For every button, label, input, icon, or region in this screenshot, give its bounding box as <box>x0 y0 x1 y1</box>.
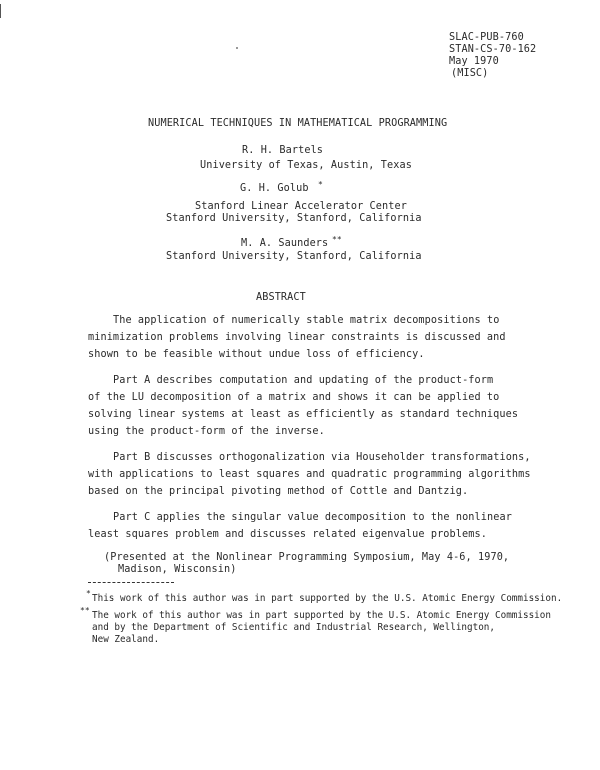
presented-note: (Presented at the Nonlinear Programming Symposium, May 4-6, 1970, <box>104 552 510 563</box>
abstract-line: of the LU decomposition of a matrix and shows it can be applied to <box>88 392 500 403</box>
abstract-line: Part B discusses orthogonalization via Householder transformations, <box>113 452 531 463</box>
report-id-slac: SLAC-PUB-760 <box>449 32 524 43</box>
author-affiliation: University of Texas, Austin, Texas <box>200 160 412 171</box>
abstract-line: The application of numerically stable matrix decompositions to <box>113 315 500 326</box>
scan-edge-mark <box>0 4 1 18</box>
abstract-line: based on the principal pivoting method of Cottle and Dantzig. <box>88 486 469 497</box>
abstract-line: solving linear systems at least as efficiently as standard techniques <box>88 409 519 420</box>
abstract-heading: ABSTRACT <box>256 292 306 303</box>
footnote-marker: ** <box>80 606 90 615</box>
abstract-line: using the product-form of the inverse. <box>88 426 325 437</box>
report-date: May 1970 <box>449 56 499 67</box>
author-affiliation: Stanford University, Stanford, California <box>166 251 422 262</box>
author-name: G. H. Golub <box>240 183 309 194</box>
abstract-line: with applications to least squares and quadratic programming algorithms <box>88 469 531 480</box>
footnote-text: and by the Department of Scientific and Industrial Research, Wellington, <box>92 622 495 633</box>
footnote-text: The work of this author was in part supported by the U.S. Atomic Energy Commission <box>92 610 551 621</box>
abstract-line: Part C applies the singular value decomposition to the nonlinear <box>113 512 512 523</box>
abstract-line: least squares problem and discusses related eigenvalue problems. <box>88 529 487 540</box>
footnote-marker: ** <box>332 235 342 244</box>
abstract-line: shown to be feasible without undue loss of efficiency. <box>88 349 425 360</box>
footnote-text: This work of this author was in part supported by the U.S. Atomic Energy Commission. <box>92 593 563 604</box>
report-id-stan: STAN-CS-70-162 <box>449 44 537 55</box>
author-affiliation: Stanford Linear Accelerator Center <box>195 201 407 212</box>
abstract-line: Part A describes computation and updating of the product-form <box>113 375 494 386</box>
author-affiliation: Stanford University, Stanford, California <box>166 213 422 224</box>
footnote-text: New Zealand. <box>92 634 160 645</box>
footnote-rule <box>88 582 174 583</box>
paper-title: NUMERICAL TECHNIQUES IN MATHEMATICAL PROGRAMMING <box>148 118 448 129</box>
scan-speck <box>236 47 238 49</box>
abstract-line: minimization problems involving linear constraints is discussed and <box>88 332 506 343</box>
presented-note: Madison, Wisconsin) <box>118 564 237 575</box>
footnote-marker: * <box>318 180 323 189</box>
report-code: (MISC) <box>451 68 489 79</box>
footnote-marker: * <box>86 589 91 598</box>
author-name: R. H. Bartels <box>242 145 324 156</box>
author-name: M. A. Saunders <box>241 238 329 249</box>
